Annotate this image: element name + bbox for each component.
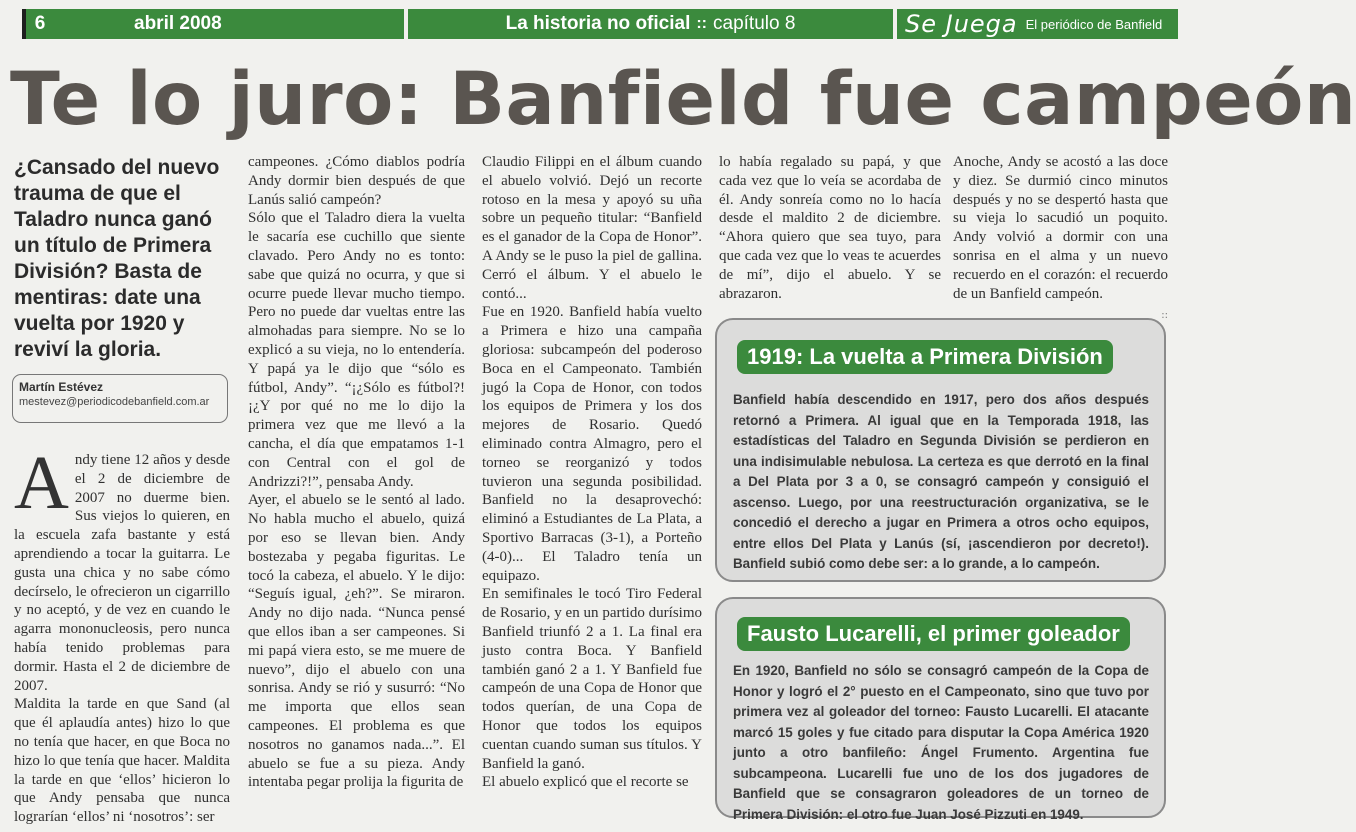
sidebar-box-body: Banfield había descendido en 1917, pero dos años después retornó a Primera. Al igual que en la Temporada 1918, las estadísticas del Taladro en Segunda División se perdieron en una indisimulable nebulosa. La certeza es que derrotó en la final a Del Plata por 3 a 0, se consagró campeón y consiguió el ascenso. Luego, por una reestructuración organizativa, se le concedió el derecho a jugar en Primera a otros ocho equipos, entre ellos Del Plata y Lanús (sí, ¡ascendieron por decreto!). Banfield subió como debe ser: a lo grande, a lo campeón. (733, 392, 1149, 571)
sidebar-box-title: Fausto Lucarelli, el primer goleador (737, 617, 1130, 651)
article-paragraph: Anoche, Andy se acostó a las doce y diez. Se durmió cinco minutos después y no se despertó hasta que su vieja lo sacudió un poquito. Andy volvió a dormir con una sonrisa en el alma y un nuevo recuerdo en el corazón: el recuerdo de un Banfield campeón. (953, 154, 1168, 302)
article-paragraph: Ayer, el abuelo se le sentó al lado. No habla mucho el abuelo, quizá por eso se llevan bien. Andy bostezaba y pegaba figuritas. Le tocó la cabeza, el abuelo. Y le dijo: “Seguís igual, ¿eh?”. Se miraron. Andy no dijo nada. “Nunca pensé que ellos iban a ser campeones. Si mi papá viera esto, se me muere de nuevo”, dijo el abuelo con una sonrisa. Andy se rió y susurró: “No me importa que ellos sean campeones. El problema es que nosotros no ganamos nada...”. El abuelo se fue a su pieza. Andy intentaba pegar prolija la figurita de (248, 492, 465, 791)
article-column-1 (14, 441, 230, 827)
section-banner (408, 9, 893, 39)
article-paragraph: En semifinales le tocó Tiro Federal de Rosario, y en un partido durísimo Banfield triunfó 2 a 1. La final era justo contra Boca. Y Banfield también ganó 2 a 1. Y Banfield fue campeón de una Copa de Honor que todos querían, de una Copa de Honor que todos los equipos cuentan cuando suman sus títulos. Y Banfield la ganó. (482, 586, 702, 772)
brand-tagline: El periódico de Banfield (1025, 16, 1163, 32)
page-header (22, 9, 1178, 39)
article-paragraph: Fue en 1920. Banfield había vuelto a Primera e hizo una campaña gloriosa: subcampeón del poderoso Boca en el Campeonato. También jugó la Copa de Honor, con todos los equipos de Primera y los dos mejores de Rosario. Quedó eliminado contra Almagro, pero el torneo se reorganizó y todos tuvieron una segunda posibilidad. Banfield no la desaprovechó: eliminó a Estudiantes de La Plata, a Sportivo Barracas (3-1), a Porteño (4-0)... El Taladro tenía un equipazo. (482, 304, 702, 584)
article-paragraph: Sólo que el Taladro diera la vuelta le sacaría ese cuchillo que siente clavado. Pero Andy no es tonto: sabe que quizá no ocurra, y que si ocurre puede llevar mucho tiempo. Pero no puede dar vueltas entre las almohadas para siempre. No se lo explicó a su vieja, no lo entendería. Y papá ya le dijo que “sólo es fútbol, Andy”. “¡¿Sólo es fútbol?! ¡¿Y por qué no me lo dijo la primera vez que me llevó a la cancha, el día que empatamos 1-1 con Central con el gol de Andrizzi?!”, pensaba Andy. (248, 210, 465, 490)
article-column-3 (482, 153, 702, 792)
drop-cap: A (14, 441, 69, 525)
end-mark-icon: :: (1161, 310, 1168, 322)
issue-date: abril 2008 (54, 9, 404, 39)
article-paragraph: Claudio Filippi en el álbum cuando el abuelo volvió. Dejó un recorte rotoso en la mesa y apoyó su uña sobre un pequeño titular: “Banfield es el ganador de la Copa de Honor”. A Andy se le puso la piel de gallina. Cerró el álbum. Y el abuelo le contó... (482, 154, 702, 302)
article-paragraph (14, 441, 230, 695)
sidebar-box-title: 1919: La vuelta a Primera División (737, 340, 1113, 374)
article-paragraph: campeones. ¿Cómo diablos podría Andy dormir bien después de que Lanús salió campeón? (248, 154, 465, 208)
paragraph-text: ndy tiene 12 años y desde el 2 de diciembre de 2007 no duerme bien. Sus viejos lo quieren, en la escuela zafa bastante y está aprendiendo a tocar la guitarra. Le gusta una chica y no sabe cómo decírselo, le ofrecieron un cigarrillo y no aceptó, y de vez en cuando le agarra mononucleosis, pero nunca había tenido problemas para dormir. Hasta el 2 de diciembre de 2007. (14, 452, 230, 694)
page-number: 6 (22, 9, 54, 39)
article-column-5 (953, 153, 1168, 326)
article-paragraph: Maldita la tarde en que Sand (al que él aplaudía antes) hizo lo que no tenía que hacer, en que Boca no hizo lo que tenía que hacer. Maldita la tarde en que ‘ellos’ hicieron lo que Andy pensaba que nunca lograrían ‘ellos’ ni ‘nosotros’: ser (14, 696, 230, 826)
deck-subheadline: ¿Cansado del nuevo trauma de que el Taladro nunca ganó un título de Primera División? Basta de mentiras: date una vuelta por 1920 y reviví la gloria. (14, 156, 220, 361)
author-name: Martín Estévez (19, 380, 104, 394)
headline: Te lo juro: Banfield fue campeón (10, 57, 1356, 142)
author-email: mestevez@periodicodebanfield.com.ar (19, 396, 210, 408)
article-column-2 (248, 153, 465, 792)
sidebar-box-1919 (715, 318, 1166, 582)
sidebar-box-lucarelli (715, 597, 1166, 822)
article-paragraph: lo había regalado su papá, y que cada vez que lo veía se acordaba de él. Andy sonreía como no lo hacía desde el maldito 2 de diciembre. “Ahora quiero que sea tuyo, para que cada vez que lo veas te acuerdes de mí”, dijo el abuelo. Y se abrazaron. (719, 154, 941, 302)
brand-banner (897, 9, 1178, 39)
section-title: La historia no oficial (505, 13, 691, 34)
section-separator: :: (696, 15, 707, 32)
article-column-4 (719, 153, 941, 303)
author-box (12, 374, 228, 423)
chapter-label: capítulo 8 (713, 13, 796, 34)
brand-logo: Se Juega (905, 10, 1018, 38)
sidebar-box-body: En 1920, Banfield no sólo se consagró campeón de la Copa de Honor y logró el 2° puesto en el Campeonato, sino que tuvo por primera vez al goleador del torneo: Fausto Lucarelli. El atacante marcó 15 goles y fue citado para disputar la Copa América 1920 junto a otro banfileño: Ángel Frumento. Argentina fue subcampeona. Lucarelli fue uno de los dos jugadores de Banfield que se consagraron goleadores de un torneo de Primera División: el otro fue Juan José Pizzuti en 1949. (733, 663, 1149, 822)
article-paragraph: El abuelo explicó que el recorte se (482, 774, 689, 791)
